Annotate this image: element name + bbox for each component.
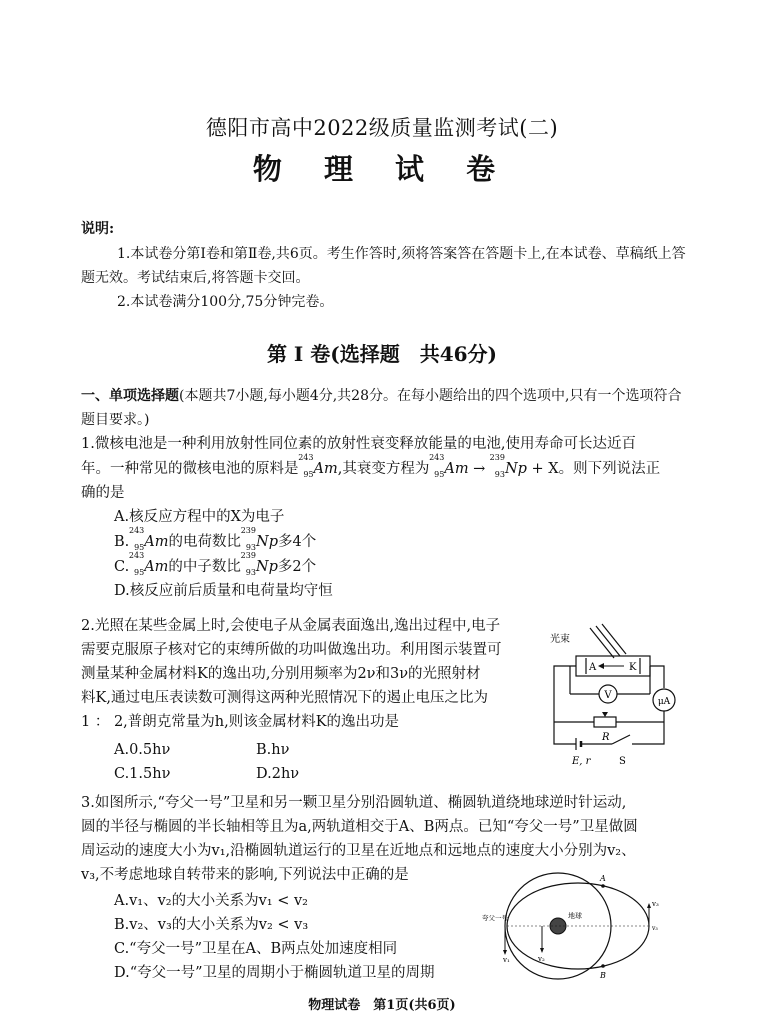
nuclide-am-2: 243 95 xyxy=(429,453,445,479)
question-1 xyxy=(81,432,691,603)
q2-option-d: D.2hν xyxy=(256,766,300,782)
kuafu-label: 夸父一号 xyxy=(482,914,508,922)
point-b xyxy=(601,964,605,968)
v2-label: v₂ xyxy=(538,955,545,963)
q1-line-2: 年。一种常见的微核电池的原料是 243 95 Am,其衰变方程为 243 95 Am → 239 93 Np + X。则下列说法正 xyxy=(81,453,661,479)
q1-option-b: B. 243 95 Am的电荷数比 239 93 Np多4个 xyxy=(114,526,317,552)
q2-line-1: 2.光照在某些金属上时,会使电子从金属表面逸出,逸出过程中,电子 xyxy=(81,618,501,634)
q2-option-c: C.1.5hν xyxy=(114,766,171,782)
switch xyxy=(612,735,630,744)
q1-line-3: 确的是 xyxy=(81,485,125,501)
page-footer: 物理试卷 第1页(共6页) xyxy=(308,998,456,1013)
exam-subject-title: 物 理 试 卷 xyxy=(252,152,512,186)
electron-arrow-head xyxy=(598,663,604,669)
q1-option-a: A.核反应方程中的X为电子 xyxy=(114,509,285,525)
point-b-label: B xyxy=(600,971,606,980)
q3-line-1: 3.如图所示,“夸父一号”卫星和另一颗卫星分别沿圆轨道、椭圆轨道绕地球逆时针运动, xyxy=(81,795,627,811)
q2-option-a: A.0.5hν xyxy=(114,742,171,758)
q2-line-5: 1 ： 2,普朗克常量为h,则该金属材料K的逸出功是 xyxy=(81,714,400,730)
note-item-1: 1.本试卷分第Ⅰ卷和第Ⅱ卷,共6页。考生作答时,须将答案答在答题卡上,在本试卷、草稿纸上答题无效。考试结束后,将答题卡交回。 xyxy=(81,246,686,286)
light-ray-2 xyxy=(596,626,620,656)
photoelectric-circuit-figure xyxy=(546,622,686,770)
earth-label: 地球 xyxy=(568,912,582,920)
point-a-label: A xyxy=(600,874,606,883)
q3-line-3: 周运动的速度大小为v₁,沿椭圆轨道运行的卫星在近地点和远地点的速度大小分别为v₂、 xyxy=(81,843,636,859)
q2-line-2: 需要克服原子核对它的束缚所做的功叫做逸出功。利用图示装置可 xyxy=(81,642,502,658)
mcq-instructions xyxy=(81,384,687,432)
nuclide-am: 243 95 xyxy=(298,453,314,479)
q3-line-2: 圆的半径与椭圆的半长轴相等且为a,两轨道相交于A、B两点。已知“夸父一号”卫星做圆 xyxy=(81,819,638,835)
v1-arrow-head xyxy=(503,950,507,955)
light-ray-1 xyxy=(590,628,614,658)
am-symbol: Am xyxy=(313,461,338,477)
q3-line-4: v₃,不考虑地球自转带来的影响,下列说法中正确的是 xyxy=(81,867,409,883)
q1-option-d: D.核反应前后质量和电荷量均守恒 xyxy=(114,583,333,599)
q3-option-a: A.v₁、v₂的大小关系为v₁ < v₂ xyxy=(114,893,308,909)
q3-option-c: C.“夸父一号”卫星在A、B两点处加速度相同 xyxy=(114,941,398,957)
v2-arrow-head xyxy=(540,948,544,953)
wire-bottom-right xyxy=(632,722,664,744)
microammeter-label: μA xyxy=(657,697,671,707)
rheostat xyxy=(594,717,616,727)
q2-line-4: 料K,通过电压表读数可测得这两种光照情况下的遏止电压之比为 xyxy=(81,690,488,706)
np-symbol: Np xyxy=(504,461,527,477)
exam-title: 德阳市高中2022级质量监测考试(二) xyxy=(205,116,559,140)
notes-heading: 说明: xyxy=(81,221,115,237)
section-title: 第 Ⅰ 卷(选择题 共46分) xyxy=(266,342,498,366)
q1-line-1: 1.微核电池是一种利用放射性同位素的放射性衰变释放能量的电池,使用寿命可长达近百 xyxy=(81,436,636,452)
switch-label: S xyxy=(619,756,626,767)
mcq-heading-desc: (本题共7小题,每小题4分,共28分。在每小题给出的四个选项中,只有一个选项符合题目要求。) xyxy=(81,388,682,428)
cathode-label: K xyxy=(629,662,637,673)
nuclide-np: 239 93 xyxy=(489,453,505,479)
rheostat-slider xyxy=(602,712,608,717)
vfar-label: v₃ xyxy=(652,925,658,932)
mcq-heading: 一、单项选择题 xyxy=(81,388,179,404)
v3-arrow-head xyxy=(647,903,651,908)
anode-label: A xyxy=(589,662,597,673)
v1-label: v₁ xyxy=(503,956,510,964)
note-item-2: 2.本试卷满分100分,75分钟完卷。 xyxy=(117,294,334,310)
q2-line-3: 测量某种金属材料K的逸出功,分别用频率为2ν和3ν的光照射材 xyxy=(81,666,481,682)
v3-label: v₃ xyxy=(652,900,659,908)
q3-option-b: B.v₂、v₃的大小关系为v₂ < v₃ xyxy=(114,917,309,933)
rheostat-label: R xyxy=(602,732,610,743)
orbit-figure xyxy=(476,870,686,988)
q1-text-c: + X。则下列说法正 xyxy=(526,461,661,477)
q1-text-a: 年。一种常见的微核电池的原料是 xyxy=(81,461,299,477)
light-beam-label: 光束 xyxy=(550,634,570,645)
question-2 xyxy=(81,614,541,734)
wire-right-top xyxy=(650,666,664,688)
q3-option-d: D.“夸父一号”卫星的周期小于椭圆轨道卫星的周期 xyxy=(114,965,435,981)
q1-option-c: C. 243 95 Am的中子数比 239 93 Np多2个 xyxy=(114,551,317,577)
wire-bottom-left xyxy=(554,722,576,744)
voltmeter-label: V xyxy=(604,690,612,701)
light-ray-3 xyxy=(602,624,626,654)
q1-text-b: ,其衰变方程为 xyxy=(337,461,430,477)
q2-option-b: B.hν xyxy=(256,742,290,758)
point-a xyxy=(601,884,605,888)
battery-label: E, r xyxy=(572,756,591,767)
